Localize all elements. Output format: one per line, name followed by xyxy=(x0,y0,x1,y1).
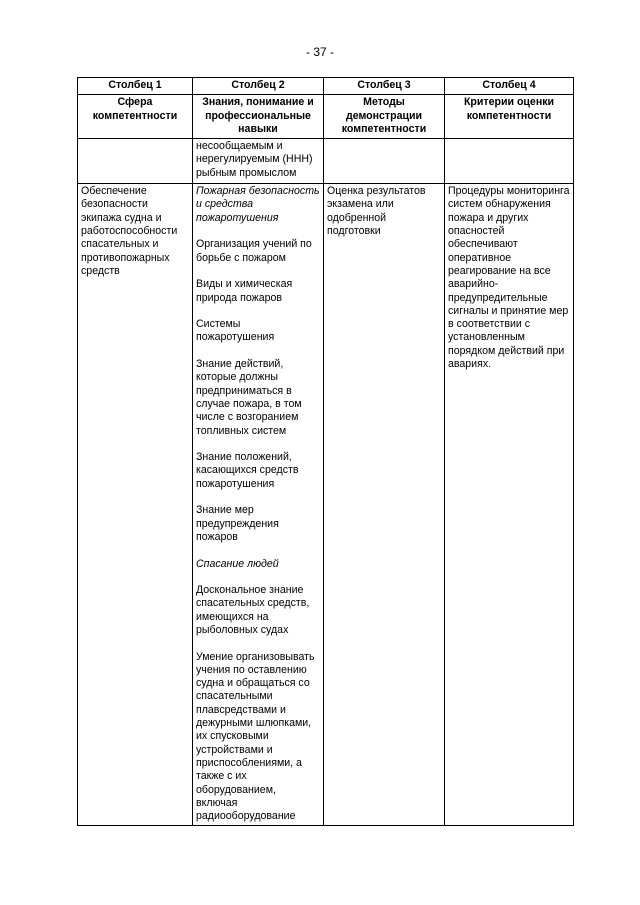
knowledge-item: Знание положений, касающихся средств пожаротушения xyxy=(196,451,299,490)
knowledge-item: Умение организовывать учения по оставлению судна и обращаться со спасательными плавсредствами и дежурными шлюпками, их спусковыми устройствами и приспособлениями, а также с их оборудованием, включая радиооборудование xyxy=(196,650,315,823)
table-cell-empty xyxy=(78,139,193,184)
column-number-2: Столбец 2 xyxy=(193,78,324,95)
table-cell-empty xyxy=(445,139,574,184)
header-knowledge-skills: Знания, понимание и профессиональные навыки xyxy=(193,95,324,139)
knowledge-item: Организация учений по борьбе с пожаром xyxy=(196,238,312,264)
column-number-3: Столбец 3 xyxy=(324,78,445,95)
table-cell-competence: Обеспечение безопасности экипажа судна и работоспособности спасательных и противопожарных средств xyxy=(78,184,193,826)
column-number-1: Столбец 1 xyxy=(78,78,193,95)
table-cell-methods: Оценка результатов экзамена или одобренной подготовки xyxy=(324,184,445,826)
section-heading-fire-safety: Пожарная безопасность и средства пожаротушения xyxy=(196,185,320,224)
knowledge-item: Знание мер предупреждения пожаров xyxy=(196,504,279,543)
column-number-row xyxy=(78,78,574,95)
header-evaluation-criteria: Критерии оценки компетентности xyxy=(445,95,574,139)
column-header-row xyxy=(78,95,574,139)
table-cell-knowledge xyxy=(193,184,324,826)
table-cell-empty xyxy=(324,139,445,184)
table-cell-criteria: Процедуры мониторинга систем обнаружения пожара и других опасностей обеспечивают оперативное реагирование на все аварийно-предупредительные сигналы и принятие мер в соответствии с установленным порядком действий при авариях. xyxy=(445,184,574,826)
competence-table xyxy=(77,77,574,826)
header-demonstration-methods: Методы демонстрации компетентности xyxy=(324,95,445,139)
header-competence-area: Сфера компетентности xyxy=(78,95,193,139)
knowledge-item: Системы пожаротушения xyxy=(196,318,275,344)
table-row xyxy=(78,139,574,184)
knowledge-item: Знание действий, которые должны предприниматься в случае пожара, в том числе с возгоранием топливных систем xyxy=(196,358,302,437)
table-row xyxy=(78,184,574,826)
table-cell-continuation: несообщаемым и нерегулируемым (ННН) рыбным промыслом xyxy=(193,139,324,184)
section-heading-rescue: Спасание людей xyxy=(196,557,279,570)
knowledge-item: Доскональное знание спасательных средств, имеющихся на рыболовных судах xyxy=(196,584,310,636)
page-number: - 37 - xyxy=(305,45,334,59)
knowledge-item: Виды и химическая природа пожаров xyxy=(196,278,293,304)
column-number-4: Столбец 4 xyxy=(445,78,574,95)
